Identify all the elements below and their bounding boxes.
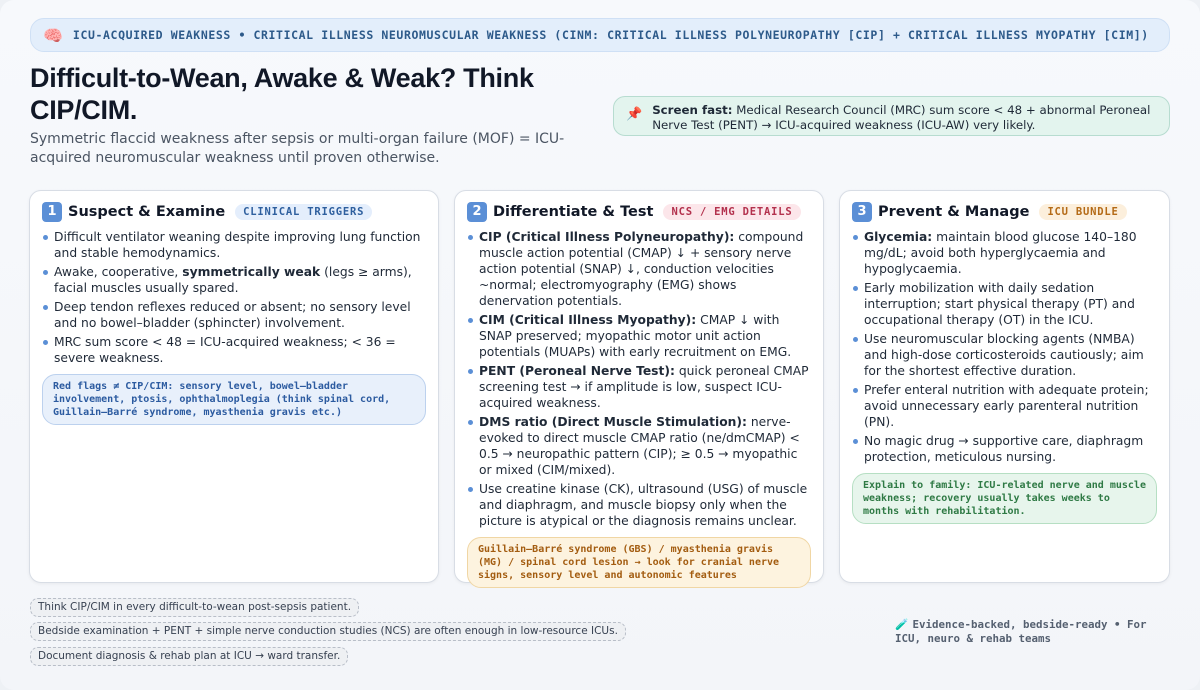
screen-fast-label: Screen fast:: [652, 103, 733, 117]
page-subtitle: Symmetric flaccid weakness after sepsis or multi-organ failure (MOF) = ICU-acquired neuromuscular weakness until proven otherwise.: [30, 131, 565, 166]
list-item: CIP (Critical Illness Polyneuropathy): compound muscle action potential (CMAP) ↓ + sensory nerve action potential (SNAP) ↓, conduction velocities ~normal; electromyography (EMG) shows denervation potentials.: [467, 229, 811, 309]
card-header: [42, 201, 426, 223]
family-note: Explain to family: ICU-related nerve and muscle weakness; recovery usually takes weeks to months with rehabilitation.: [852, 473, 1157, 524]
list-item: Difficult ventilator weaning despite improving lung function and stable hemodynamics.: [42, 229, 426, 261]
card-tag: ICU BUNDLE: [1039, 204, 1126, 220]
list-item: PENT (Peroneal Nerve Test): quick peroneal CMAP screening test → if amplitude is low, suspect ICU-acquired weakness.: [467, 363, 811, 411]
pushpin-icon: 📌: [626, 107, 643, 122]
footer-credit: [895, 618, 1175, 646]
card-tag: CLINICAL TRIGGERS: [235, 204, 372, 220]
footer-chip: Document diagnosis & rehab plan at ICU → ward transfer.: [30, 647, 348, 666]
card-title: Differentiate & Test: [493, 204, 654, 220]
list-item: MRC sum score < 48 = ICU-acquired weakness; < 36 = severe weakness.: [42, 334, 426, 366]
screen-fast-body: Medical Research Council (MRC) sum score < 48 + abnormal Peroneal Nerve Test (PENT) → ICU-acquired weakness (ICU-AW) very likely.: [652, 103, 1151, 132]
bullet-list: [42, 229, 426, 366]
card-header: [467, 201, 811, 223]
card-suspect-examine: [29, 190, 439, 583]
number-badge: 2: [467, 202, 487, 222]
list-item: Use creatine kinase (CK), ultrasound (USG) of muscle and diaphragm, and muscle biopsy only when the picture is atypical or the diagnosis remains unclear.: [467, 481, 811, 529]
list-item: CIM (Critical Illness Myopathy): CMAP ↓ with SNAP preserved; myopathic motor unit action potentials (MUAPs) with early recruitment on EMG.: [467, 312, 811, 360]
bullet-list: [852, 229, 1157, 465]
card-header: [852, 201, 1157, 223]
screen-fast-text: [652, 103, 1157, 133]
differential-note: Guillain–Barré syndrome (GBS) / myasthenia gravis (MG) / spinal cord lesion → look for cranial nerve signs, sensory level and autonomic features: [467, 537, 811, 588]
list-item: Early mobilization with daily sedation interruption; start physical therapy (PT) and occupational therapy (OT) in the ICU.: [852, 280, 1157, 328]
number-badge: 3: [852, 202, 872, 222]
number-badge: 1: [42, 202, 62, 222]
bullet-list: [467, 229, 811, 529]
list-item: No magic drug → supportive care, diaphragm protection, meticulous nursing.: [852, 433, 1157, 465]
card-prevent-manage: [839, 190, 1170, 583]
list-item: DMS ratio (Direct Muscle Stimulation): nerve-evoked to direct muscle CMAP ratio (ne/dmCMAP) < 0.5 → neuropathic pattern (CIP); ≥ 0.5 → myopathic or mixed (CIM/mixed).: [467, 414, 811, 478]
footer-credit-text: Evidence-backed, bedside-ready • For ICU, neuro & rehab teams: [895, 618, 1147, 645]
footer-chip: Bedside examination + PENT + simple nerve conduction studies (NCS) are often enough in low-resource ICUs.: [30, 622, 626, 641]
screen-fast-callout: [613, 96, 1170, 136]
test-tube-icon: 🧪: [895, 618, 909, 631]
banner-text: ICU-ACQUIRED WEAKNESS • CRITICAL ILLNESS NEUROMUSCULAR WEAKNESS (CINM: CRITICAL ILLNESS POLYNEUROPATHY [CIP] + CRITICAL ILLNESS MYOPATHY [CIM]): [72, 28, 1149, 42]
red-flags-note: Red flags ≠ CIP/CIM: sensory level, bowel–bladder involvement, ptosis, ophthalmoplegia (think spinal cord, Guillain–Barré syndrome, myasthenia gravis etc.): [42, 374, 426, 425]
footer-chip: Think CIP/CIM in every difficult-to-wean post-sepsis patient.: [30, 598, 359, 617]
card-title: Suspect & Examine: [68, 204, 226, 220]
page-title: Difficult-to-Wean, Awake & Weak? Think CIP/CIM.: [30, 63, 534, 125]
brain-icon: 🧠: [43, 25, 63, 45]
top-banner: [30, 18, 1170, 52]
list-item: Glycemia: maintain blood glucose 140–180 mg/dL; avoid both hyperglycaemia and hypoglycaemia.: [852, 229, 1157, 277]
card-tag: NCS / EMG DETAILS: [663, 204, 800, 220]
list-item: Awake, cooperative, symmetrically weak (legs ≥ arms), facial muscles usually spared.: [42, 264, 426, 296]
list-item: Deep tendon reflexes reduced or absent; no sensory level and no bowel–bladder (sphincter) involvement.: [42, 299, 426, 331]
card-title: Prevent & Manage: [878, 204, 1030, 220]
card-differentiate-test: [454, 190, 824, 583]
list-item: Use neuromuscular blocking agents (NMBA) and high-dose corticosteroids cautiously; aim for the shortest effective duration.: [852, 331, 1157, 379]
list-item: Prefer enteral nutrition with adequate protein; avoid unnecessary early parenteral nutrition (PN).: [852, 382, 1157, 430]
